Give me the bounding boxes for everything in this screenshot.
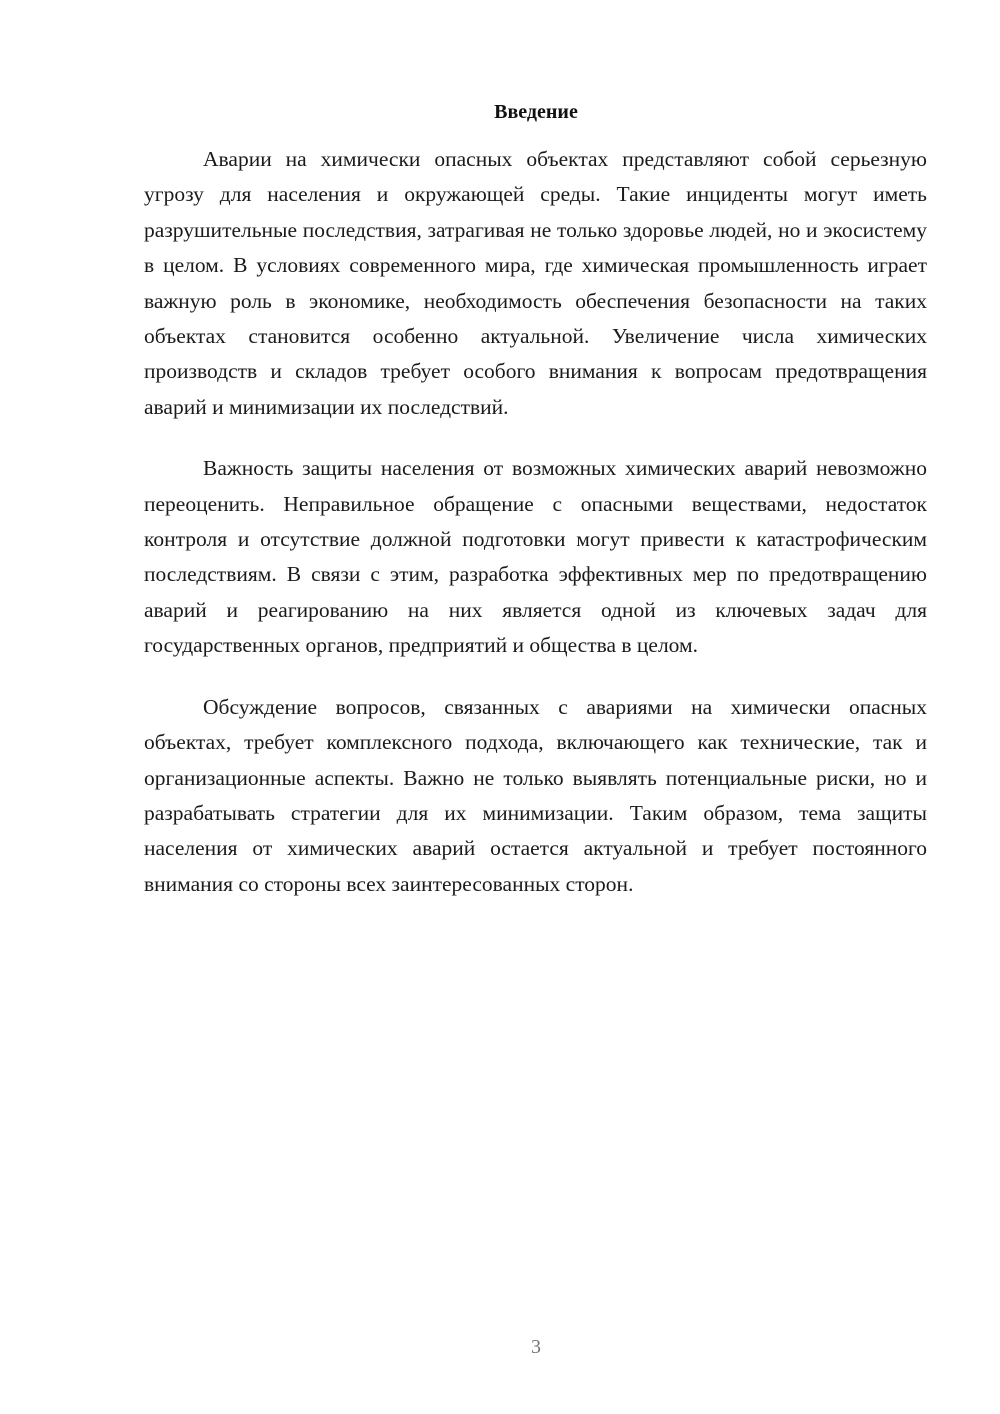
- section-heading: Введение: [494, 101, 578, 123]
- paragraph: Аварии на химически опасных объектах представляют собой серьезную угрозу для населения и окружающей среды. Такие инциденты могут иметь разрушительные последствия, затрагивая не только здоровье людей, но и экосистему в целом. В условиях современного мира, где химическая промышленность играет важную роль в экономике, необходимость обеспечения безопасности на таких объектах становится особенно актуальной. Увеличение числа химических производств и складов требует особого внимания к вопросам предотвращения аварий и минимизации их последствий.: [144, 147, 927, 419]
- page-number: 3: [531, 1336, 541, 1358]
- body-text: [144, 142, 927, 928]
- paragraph: Обсуждение вопросов, связанных с авариями на химически опасных объектах, требует комплексного подхода, включающего как технические, так и организационные аспекты. Важно не только выявлять потенциальные риски, но и разрабатывать стратегии для их минимизации. Таким образом, тема защиты населения от химических аварий остается актуальной и требует постоянного внимания со стороны всех заинтересованных сторон.: [144, 694, 927, 896]
- paragraph: Важность защиты населения от возможных химических аварий невозможно переоценить. Неправильное обращение с опасными веществами, недостаток контроля и отсутствие должной подготовки могут привести к катастрофическим последствиям. В связи с этим, разработка эффективных мер по предотвращению аварий и реагированию на них является одной из ключевых задач для государственных органов, предприятий и общества в целом.: [144, 456, 927, 658]
